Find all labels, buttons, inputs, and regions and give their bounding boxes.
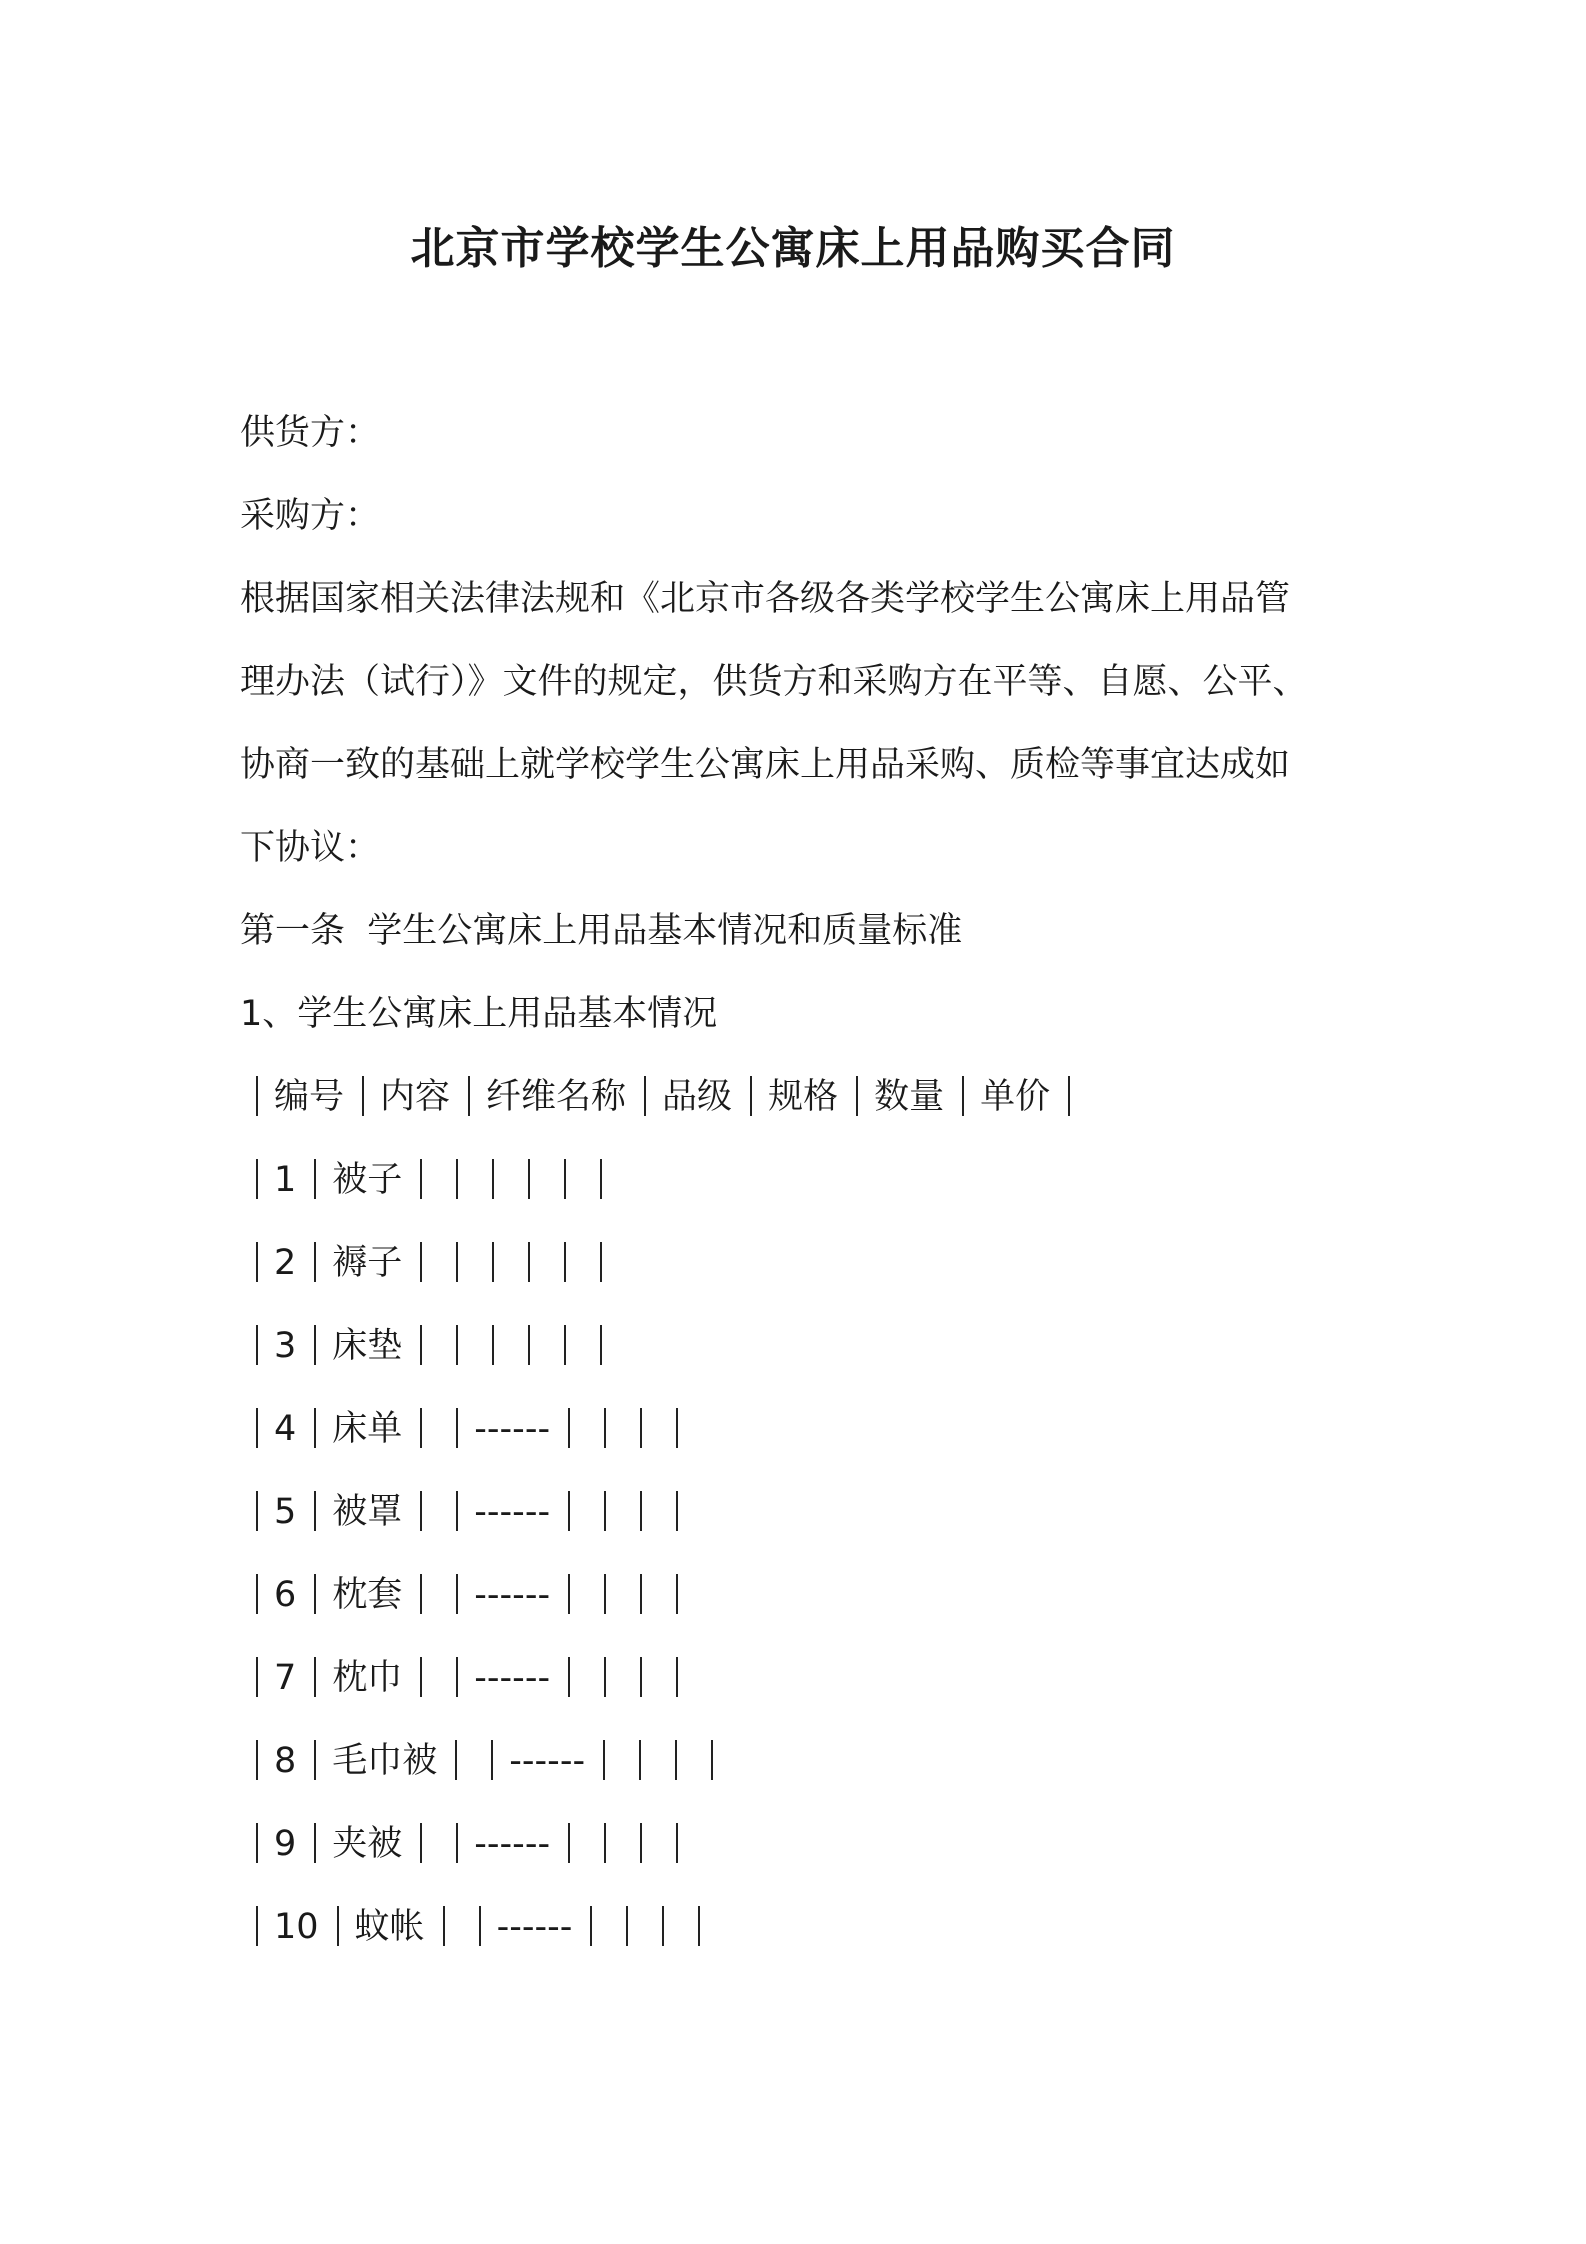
column-divider bbox=[662, 1906, 664, 1946]
column-divider bbox=[676, 1823, 678, 1863]
table-cell: 褥子 bbox=[332, 1243, 403, 1283]
table-cell: 被子 bbox=[332, 1160, 403, 1200]
table-cell: ------ bbox=[474, 1658, 551, 1698]
table-cell: 被罩 bbox=[332, 1492, 403, 1532]
table-row bbox=[256, 1823, 694, 1865]
column-divider bbox=[456, 1242, 458, 1282]
column-divider bbox=[675, 1740, 677, 1780]
column-divider bbox=[420, 1325, 422, 1365]
column-divider bbox=[626, 1906, 628, 1946]
column-divider bbox=[604, 1823, 606, 1863]
column-divider bbox=[639, 1740, 641, 1780]
column-divider bbox=[600, 1325, 602, 1365]
column-divider bbox=[640, 1657, 642, 1697]
table-cell: 2 bbox=[274, 1243, 297, 1283]
column-divider bbox=[603, 1740, 605, 1780]
column-divider bbox=[314, 1657, 316, 1697]
column-divider bbox=[456, 1325, 458, 1365]
table-cell: ------ bbox=[509, 1741, 586, 1781]
column-divider bbox=[314, 1740, 316, 1780]
table-row bbox=[256, 1740, 729, 1782]
supplier-label: 供货方： bbox=[240, 413, 381, 453]
column-divider bbox=[568, 1657, 570, 1697]
column-divider bbox=[564, 1325, 566, 1365]
table-cell: 床垫 bbox=[332, 1326, 403, 1366]
column-divider bbox=[528, 1242, 530, 1282]
column-divider bbox=[604, 1574, 606, 1614]
column-divider bbox=[256, 1408, 258, 1448]
table-cell: 内容 bbox=[380, 1077, 451, 1117]
column-divider bbox=[420, 1657, 422, 1697]
column-divider bbox=[568, 1574, 570, 1614]
table-cell: 5 bbox=[274, 1492, 297, 1532]
table-cell: ------ bbox=[474, 1824, 551, 1864]
column-divider bbox=[314, 1408, 316, 1448]
column-divider bbox=[676, 1408, 678, 1448]
table-row bbox=[256, 1906, 716, 1948]
column-divider bbox=[698, 1906, 700, 1946]
column-divider bbox=[711, 1740, 713, 1780]
column-divider bbox=[420, 1574, 422, 1614]
table-cell: 8 bbox=[274, 1741, 297, 1781]
column-divider bbox=[564, 1242, 566, 1282]
column-divider bbox=[256, 1740, 258, 1780]
column-divider bbox=[676, 1574, 678, 1614]
column-divider bbox=[600, 1159, 602, 1199]
column-divider bbox=[455, 1740, 457, 1780]
column-divider bbox=[256, 1159, 258, 1199]
column-divider bbox=[856, 1076, 858, 1116]
table-row bbox=[256, 1491, 694, 1533]
intro-line-1: 根据国家相关法律法规和《北京市各级各类学校学生公寓床上用品管 bbox=[240, 579, 1291, 619]
column-divider bbox=[640, 1823, 642, 1863]
table-cell: 3 bbox=[274, 1326, 297, 1366]
column-divider bbox=[600, 1242, 602, 1282]
column-divider bbox=[456, 1408, 458, 1448]
column-divider bbox=[256, 1823, 258, 1863]
column-divider bbox=[568, 1823, 570, 1863]
column-divider bbox=[962, 1076, 964, 1116]
table-row bbox=[256, 1325, 618, 1367]
table-cell: 6 bbox=[274, 1575, 297, 1615]
buyer-label: 采购方： bbox=[240, 496, 381, 536]
column-divider bbox=[644, 1076, 646, 1116]
column-divider bbox=[256, 1491, 258, 1531]
article-1-heading: 第一条 学生公寓床上用品基本情况和质量标准 bbox=[240, 911, 963, 951]
table-row bbox=[256, 1159, 618, 1201]
column-divider bbox=[256, 1242, 258, 1282]
table-cell: 枕巾 bbox=[332, 1658, 403, 1698]
column-divider bbox=[491, 1740, 493, 1780]
column-divider bbox=[443, 1906, 445, 1946]
table-cell: ------ bbox=[474, 1575, 551, 1615]
column-divider bbox=[420, 1408, 422, 1448]
column-divider bbox=[314, 1159, 316, 1199]
column-divider bbox=[314, 1823, 316, 1863]
table-cell: 单价 bbox=[980, 1077, 1051, 1117]
column-divider bbox=[492, 1159, 494, 1199]
table-row bbox=[256, 1242, 618, 1284]
table-cell: 品级 bbox=[662, 1077, 733, 1117]
column-divider bbox=[676, 1657, 678, 1697]
column-divider bbox=[568, 1408, 570, 1448]
table-cell: 枕套 bbox=[332, 1575, 403, 1615]
column-divider bbox=[456, 1491, 458, 1531]
column-divider bbox=[456, 1657, 458, 1697]
column-divider bbox=[528, 1325, 530, 1365]
column-divider bbox=[256, 1325, 258, 1365]
column-divider bbox=[337, 1906, 339, 1946]
table-cell: 9 bbox=[274, 1824, 297, 1864]
column-divider bbox=[456, 1574, 458, 1614]
column-divider bbox=[314, 1325, 316, 1365]
table-row bbox=[256, 1408, 694, 1450]
table-cell: 10 bbox=[274, 1907, 319, 1947]
column-divider bbox=[456, 1823, 458, 1863]
table-cell: 数量 bbox=[874, 1077, 945, 1117]
table-header bbox=[256, 1076, 1086, 1118]
column-divider bbox=[568, 1491, 570, 1531]
table-cell: 1 bbox=[274, 1160, 297, 1200]
column-divider bbox=[640, 1491, 642, 1531]
column-divider bbox=[640, 1574, 642, 1614]
table-cell: 床单 bbox=[332, 1409, 403, 1449]
column-divider bbox=[492, 1242, 494, 1282]
column-divider bbox=[362, 1076, 364, 1116]
table-cell: 7 bbox=[274, 1658, 297, 1698]
column-divider bbox=[750, 1076, 752, 1116]
table-cell: 编号 bbox=[274, 1077, 345, 1117]
column-divider bbox=[256, 1574, 258, 1614]
table-cell: 4 bbox=[274, 1409, 297, 1449]
column-divider bbox=[492, 1325, 494, 1365]
intro-line-4: 下协议： bbox=[240, 828, 381, 868]
column-divider bbox=[604, 1657, 606, 1697]
table-row bbox=[256, 1657, 694, 1699]
column-divider bbox=[314, 1242, 316, 1282]
column-divider bbox=[676, 1491, 678, 1531]
column-divider bbox=[420, 1242, 422, 1282]
intro-line-2: 理办法（试行）》文件的规定，供货方和采购方在平等、自愿、公平、 bbox=[240, 662, 1308, 702]
table-row bbox=[256, 1574, 694, 1616]
table-cell: 纤维名称 bbox=[486, 1077, 627, 1117]
table-cell: 夹被 bbox=[332, 1824, 403, 1864]
column-divider bbox=[456, 1159, 458, 1199]
column-divider bbox=[528, 1159, 530, 1199]
table-cell: ------ bbox=[474, 1409, 551, 1449]
section-1-heading: 1、学生公寓床上用品基本情况 bbox=[240, 994, 718, 1034]
table-cell: ------ bbox=[474, 1492, 551, 1532]
column-divider bbox=[256, 1076, 258, 1116]
table-cell: 毛巾被 bbox=[332, 1741, 438, 1781]
table-cell: ------ bbox=[496, 1907, 573, 1947]
document-title: 北京市学校学生公寓床上用品购买合同 bbox=[410, 223, 1176, 274]
column-divider bbox=[604, 1491, 606, 1531]
column-divider bbox=[564, 1159, 566, 1199]
table-cell: 蚊帐 bbox=[354, 1907, 425, 1947]
column-divider bbox=[420, 1159, 422, 1199]
column-divider bbox=[640, 1408, 642, 1448]
column-divider bbox=[604, 1408, 606, 1448]
column-divider bbox=[479, 1906, 481, 1946]
column-divider bbox=[256, 1657, 258, 1697]
column-divider bbox=[420, 1491, 422, 1531]
column-divider bbox=[420, 1823, 422, 1863]
column-divider bbox=[256, 1906, 258, 1946]
column-divider bbox=[590, 1906, 592, 1946]
intro-line-3: 协商一致的基础上就学校学生公寓床上用品采购、质检等事宜达成如 bbox=[240, 745, 1291, 785]
column-divider bbox=[314, 1574, 316, 1614]
column-divider bbox=[1068, 1076, 1070, 1116]
column-divider bbox=[468, 1076, 470, 1116]
table-cell: 规格 bbox=[768, 1077, 839, 1117]
column-divider bbox=[314, 1491, 316, 1531]
